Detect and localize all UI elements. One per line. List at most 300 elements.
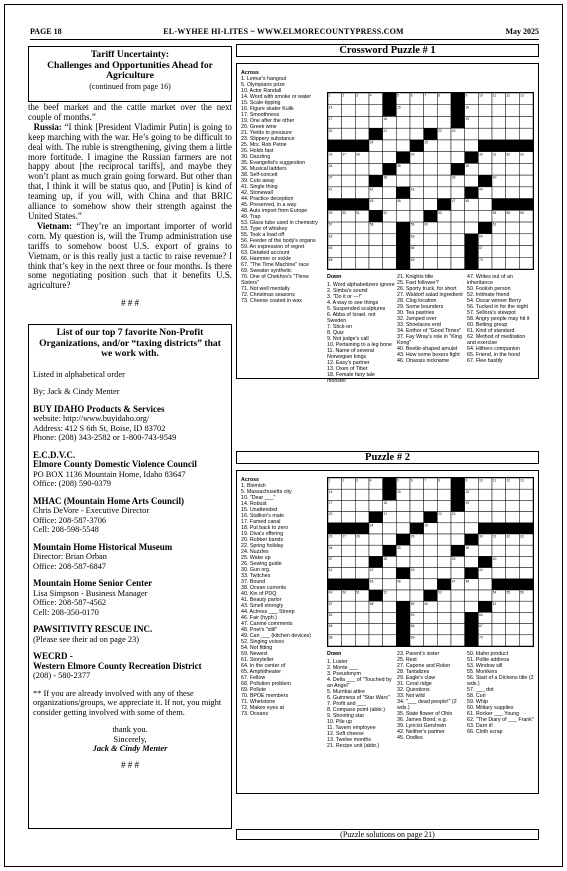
grid-cell[interactable] [519,163,533,175]
grid-cell[interactable] [355,556,369,567]
grid-cell[interactable] [478,545,492,556]
grid-cell[interactable] [383,140,397,152]
across-clue: 33. Twitches [241,573,271,579]
cell-number: 50 [342,590,347,595]
grid-cell[interactable] [424,152,438,164]
cell-number: 64 [479,234,483,239]
grid-cell[interactable] [492,234,506,246]
org-detail: Phone: (208) 343-2582 or 1-800-743-9549 [33,433,177,443]
org-name: BUY IDAHO Products & Services [33,403,165,414]
grid-cell[interactable] [519,175,533,187]
across-clue: 40. Kin of PDQ [241,591,277,597]
grid-cell[interactable] [369,105,383,117]
grid-cell[interactable] [437,556,451,567]
grid-cell[interactable] [383,534,397,545]
cell-number: 5 [397,478,399,483]
cell-number: 51 [356,590,360,595]
across-clue: 71. Whetstone [241,699,276,705]
black-cell [369,556,383,567]
grid-cell[interactable] [519,624,533,635]
grid-cell[interactable] [424,534,438,545]
cell-number: 47 [451,199,456,204]
grid-cell[interactable] [342,612,356,623]
grid-cell[interactable] [342,489,356,500]
grid-cell[interactable] [519,545,533,556]
grid-cell[interactable] [451,222,465,234]
grid-cell[interactable] [519,500,533,511]
down-clue: 6. Abba of Israel, not Sweden [327,312,376,324]
across-clue: 25. Wake up [241,555,271,561]
grid-cell[interactable] [519,222,533,234]
grid-cell[interactable] [519,601,533,612]
grid-cell[interactable] [451,601,465,612]
grid-cell[interactable] [506,500,520,511]
grid-cell[interactable] [424,489,438,500]
grid-cell[interactable] [383,199,397,211]
grid-cell[interactable] [519,489,533,500]
grid-cell[interactable] [437,105,451,117]
grid-cell[interactable] [519,187,533,199]
grid-cell[interactable] [437,116,451,128]
black-cell [396,152,410,164]
down-clue: 5. Suspended sculptures [327,306,386,312]
grid-cell[interactable] [424,500,438,511]
grid-cell[interactable] [437,612,451,623]
grid-cell[interactable] [506,568,520,579]
across-clue: 73. Oceans [241,711,269,717]
grid-cell[interactable] [492,187,506,199]
crossword-grid [327,92,534,270]
grid-cell[interactable] [342,116,356,128]
grid-cell[interactable] [342,163,356,175]
grid-cell[interactable] [383,624,397,635]
grid-cell[interactable] [506,246,520,258]
grid-cell[interactable] [478,128,492,140]
grid-cell[interactable] [492,612,506,623]
down-clue: 33. Not wild [397,693,425,699]
grid-cell[interactable] [355,105,369,117]
grid-cell[interactable] [437,601,451,612]
grid-cell[interactable] [506,128,520,140]
page-number: PAGE 18 [30,26,62,36]
grid-cell[interactable] [437,534,451,545]
grid-cell[interactable] [465,128,479,140]
grid-cell[interactable] [424,116,438,128]
grid-cell[interactable] [492,128,506,140]
grid-cell[interactable] [519,612,533,623]
grid-cell[interactable] [383,257,397,269]
grid-cell[interactable] [492,105,506,117]
org-detail: (Please see their ad on page 23) [33,634,140,644]
grid-cell[interactable] [437,624,451,635]
grid-cell[interactable] [369,116,383,128]
across-clue: 30. Dazzling [241,154,271,160]
grid-cell[interactable] [355,128,369,140]
grid-cell[interactable] [355,612,369,623]
cell-number: 70 [479,635,483,640]
grid-cell[interactable] [424,199,438,211]
grid-cell[interactable] [410,590,424,601]
grid-cell[interactable] [355,234,369,246]
cell-number: 34 [328,545,333,550]
grid-cell[interactable] [519,635,533,646]
black-cell [506,523,520,534]
grid-cell[interactable] [383,246,397,258]
across-heading: Across [241,70,259,76]
grid-cell[interactable] [424,234,438,246]
grid-cell[interactable] [424,579,438,590]
grid-cell[interactable] [478,500,492,511]
grid-cell[interactable] [506,234,520,246]
grid-cells [328,478,533,646]
grid-cell[interactable] [396,116,410,128]
org-entry [33,652,227,681]
grid-cell[interactable] [410,512,424,523]
grid-cell[interactable] [396,140,410,152]
grid-cell[interactable] [424,568,438,579]
grid-cell[interactable] [451,257,465,269]
grid-cell[interactable] [478,590,492,601]
grid-cell[interactable] [342,234,356,246]
grid-cell[interactable] [492,257,506,269]
grid-cell[interactable] [369,612,383,623]
across-clue: 22. Spring holiday [241,543,284,549]
grid-cell[interactable] [465,175,479,187]
grid-cell[interactable] [451,534,465,545]
grid-cell[interactable] [355,601,369,612]
grid-cell[interactable] [410,545,424,556]
grid-cell[interactable] [396,210,410,222]
grid-cell[interactable] [424,556,438,567]
grid-cell[interactable] [410,500,424,511]
grid-cell[interactable] [342,568,356,579]
grid-cell[interactable] [355,116,369,128]
grid-cell[interactable] [396,175,410,187]
grid-cell[interactable] [506,257,520,269]
grid-cell[interactable] [396,128,410,140]
grid-cell[interactable] [506,545,520,556]
grid-cell[interactable] [424,105,438,117]
grid-cell[interactable] [424,635,438,646]
grid-cell[interactable] [369,246,383,258]
grid-cell[interactable] [465,210,479,222]
grid-cell[interactable] [383,579,397,590]
grid-cell[interactable] [342,635,356,646]
grid-cell[interactable] [478,512,492,523]
grid-cell[interactable] [437,500,451,511]
grid-cell[interactable] [396,556,410,567]
grid-cell[interactable] [437,222,451,234]
grid-cell[interactable] [410,175,424,187]
grid-cell[interactable] [369,500,383,511]
grid-cell[interactable] [519,512,533,523]
grid-cell[interactable] [342,257,356,269]
grid-cell[interactable] [369,489,383,500]
grid-cell[interactable] [396,512,410,523]
grid-cell[interactable] [478,210,492,222]
grid-cell[interactable] [451,246,465,258]
grid-cell[interactable] [396,500,410,511]
sign-off [33,725,227,754]
publication-name: EL-WYHEE HI-LITES ~ WWW.ELMORECOUNTYPRESS.COM [163,26,404,36]
black-cell [410,140,424,152]
grid-cell[interactable] [519,257,533,269]
grid-cell[interactable] [410,105,424,117]
grid-cell[interactable] [437,523,451,534]
grid-cell[interactable] [437,175,451,187]
grid-cell[interactable] [437,187,451,199]
grid-cell[interactable] [437,545,451,556]
down-clue: 21. Knights title [397,274,434,280]
grid-cell[interactable] [478,163,492,175]
org-name: PAWSITIVITY RESCUE INC. [33,624,153,635]
grid-cell[interactable] [342,545,356,556]
grid-cell[interactable] [451,612,465,623]
cell-number: 17 [328,117,333,122]
grid-cell[interactable] [492,635,506,646]
grid-cell[interactable] [342,175,356,187]
down-clue-column [467,651,535,735]
grid-cell[interactable] [492,489,506,500]
grid-cell[interactable] [506,116,520,128]
across-clue: 61. Storyteller [241,657,274,663]
grid-cell[interactable] [506,105,520,117]
grid-cell[interactable] [383,187,397,199]
grid-cell[interactable] [451,635,465,646]
grid-cell[interactable] [410,116,424,128]
grid-cell[interactable] [437,568,451,579]
grid-cell[interactable] [383,523,397,534]
grid-cell[interactable] [355,545,369,556]
grid-cell[interactable] [383,234,397,246]
grid-cell[interactable] [424,246,438,258]
down-clue: 63. Darn it! [467,723,493,729]
grid-cell[interactable] [355,500,369,511]
grid-cell[interactable] [396,523,410,534]
grid-cell[interactable] [478,579,492,590]
cell-number: 5 [397,93,399,98]
grid-cell[interactable] [424,175,438,187]
grid-cell[interactable] [383,222,397,234]
grid-cell[interactable] [506,489,520,500]
grid-cell[interactable] [410,199,424,211]
grid-cell[interactable] [451,568,465,579]
grid-cell[interactable] [506,187,520,199]
grid-cell[interactable] [355,635,369,646]
grid-cell[interactable] [383,568,397,579]
grid-cell[interactable] [424,545,438,556]
grid-cell[interactable] [342,105,356,117]
cell-number: 40 [492,175,497,180]
grid-cell[interactable] [369,545,383,556]
grid-cell[interactable] [424,612,438,623]
org-name: Western Elmore County Recreation District [33,660,202,671]
grid-cell[interactable] [478,116,492,128]
grid-cell[interactable] [478,105,492,117]
grid-cell[interactable] [506,601,520,612]
grid-cell[interactable] [355,187,369,199]
grid-cell[interactable] [424,257,438,269]
grid-cell[interactable] [437,234,451,246]
grid-cell[interactable] [465,140,479,152]
grid-cell[interactable] [437,257,451,269]
grid-cell[interactable] [355,163,369,175]
down-clue: 29. Some bounders [397,304,444,310]
grid-cell[interactable] [369,152,383,164]
grid-cell[interactable] [437,635,451,646]
org-detail: Address: 412 S 6th St, Boise, ID 83702 [33,423,166,433]
grid-cell[interactable] [410,579,424,590]
grid-cell[interactable] [424,624,438,635]
black-cell [383,545,397,556]
grid-cell[interactable] [342,500,356,511]
grid-cell[interactable] [342,512,356,523]
cell-number: 18 [383,501,388,505]
grid-cell[interactable] [451,187,465,199]
grid-cell[interactable] [506,512,520,523]
grid-cell[interactable] [369,635,383,646]
cell-number: 38 [383,557,388,561]
cell-number: 55 [506,590,511,595]
grid-cell[interactable] [506,163,520,175]
grid-cell[interactable] [437,489,451,500]
grid-cell[interactable] [369,163,383,175]
grid-cell[interactable] [519,556,533,567]
grid-cell[interactable] [465,601,479,612]
black-cell [465,568,479,579]
grid-cell[interactable] [492,163,506,175]
grid-cell[interactable] [342,601,356,612]
grid-cell[interactable] [451,590,465,601]
grid-cell[interactable] [355,175,369,187]
grid-cell[interactable] [465,590,479,601]
grid-cell[interactable] [355,624,369,635]
puzzle-solutions-note: (Puzzle solutions on page 21) [236,829,539,840]
grid-cell[interactable] [342,222,356,234]
grid-cell[interactable] [437,163,451,175]
grid-cell[interactable] [383,635,397,646]
grid-cell[interactable] [478,199,492,211]
grid-cell[interactable] [383,601,397,612]
grid-cell[interactable] [451,152,465,164]
grid-cell[interactable] [342,128,356,140]
grid-cell[interactable] [355,257,369,269]
grid-cell[interactable] [506,624,520,635]
black-cell [369,512,383,523]
grid-cell[interactable] [492,512,506,523]
grid-cell[interactable] [437,152,451,164]
grid-cell[interactable] [492,545,506,556]
black-cell [328,523,342,534]
grid-cell[interactable] [492,116,506,128]
cell-number: 23 [451,512,456,517]
grid-cell[interactable] [437,140,451,152]
grid-cell[interactable] [437,246,451,258]
grid-cell[interactable] [424,187,438,199]
grid-cell[interactable] [519,105,533,117]
cell-number: 3 [356,478,358,483]
grid-cell[interactable] [424,163,438,175]
black-cell [519,140,533,152]
grid-cell[interactable] [519,116,533,128]
black-cell [478,523,492,534]
black-cell [396,257,410,269]
grid-cell[interactable] [342,246,356,258]
grid-cell[interactable] [410,210,424,222]
grid-cell[interactable] [451,210,465,222]
grid-cell[interactable] [451,523,465,534]
black-cell [478,140,492,152]
grid-cell[interactable] [506,635,520,646]
grid-cell[interactable] [451,140,465,152]
grid-cell[interactable] [369,534,383,545]
grid-cell[interactable] [465,556,479,567]
grid-cell[interactable] [465,512,479,523]
grid-cell[interactable] [519,568,533,579]
across-clue: 53. Glass tube used in chemistry [241,220,318,226]
grid-cell[interactable] [451,234,465,246]
grid-cell[interactable] [492,568,506,579]
grid-cell[interactable] [355,568,369,579]
grid-cell[interactable] [355,512,369,523]
grid-cell[interactable] [369,624,383,635]
grid-cell[interactable] [492,246,506,258]
cell-number: 44 [479,187,483,192]
grid-cell[interactable] [410,128,424,140]
grid-cell[interactable] [355,489,369,500]
cell-number: 41 [328,568,333,573]
grid-cell[interactable] [410,163,424,175]
grid-cell[interactable] [506,175,520,187]
grid-cell[interactable] [506,222,520,234]
grid-cell[interactable] [465,523,479,534]
grid-cell[interactable] [396,590,410,601]
down-clue: 61. Kind of standard [467,328,515,334]
org-detail: Office: 208-587-3706 [33,515,107,525]
grid-cell[interactable] [465,222,479,234]
grid-cell[interactable] [506,556,520,567]
grid-cell[interactable] [506,612,520,623]
grid-cell[interactable] [369,257,383,269]
cell-number: 34 [328,164,333,168]
black-cell [396,601,410,612]
grid-cell[interactable] [355,246,369,258]
grid-cell[interactable] [492,624,506,635]
grid-cell[interactable] [342,624,356,635]
grid-cell[interactable] [342,187,356,199]
grid-cell[interactable] [492,500,506,511]
grid-cell[interactable] [410,556,424,567]
across-clue: 26. Holds fast [241,148,274,154]
grid-cell[interactable] [519,246,533,258]
org-name: WECRD - [33,651,73,662]
across-clue: 47. Canine comments [241,621,293,627]
cell-number: 55 [506,210,511,215]
grid-cell[interactable] [383,152,397,164]
grid-cell[interactable] [410,489,424,500]
down-clue: 28. Clog location [397,298,437,304]
black-cell [369,590,383,601]
grid-cell[interactable] [478,489,492,500]
grid-cell[interactable] [383,612,397,623]
grid-cell[interactable] [519,234,533,246]
cell-number: 11 [492,93,497,98]
grid-cell[interactable] [369,234,383,246]
grid-cell[interactable] [355,222,369,234]
grid-cell[interactable] [451,624,465,635]
grid-cell[interactable] [342,556,356,567]
grid-cell[interactable] [519,128,533,140]
